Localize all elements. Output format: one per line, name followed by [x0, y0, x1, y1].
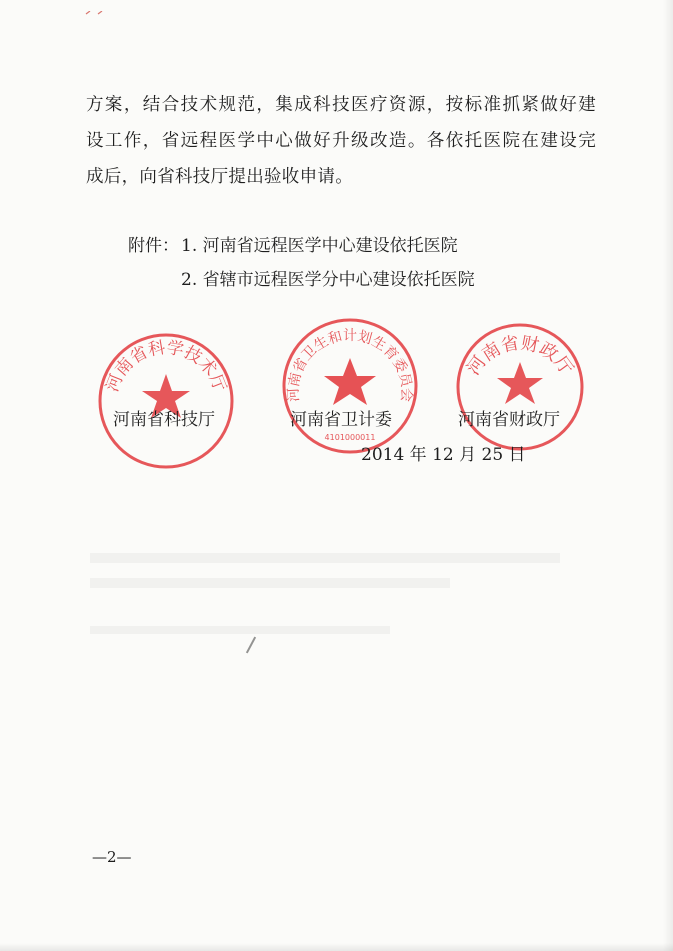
body-line: 设工作，省远程医学中心做好升级改造。各依托医院在建设完 [86, 131, 596, 151]
stamp-text: 河南省卫生和计划生育委员会 [285, 328, 415, 403]
body-line: 方案，结合技术规范，集成科技医疗资源，按标准抓紧做好建 [86, 95, 596, 115]
bleed-through-mark [90, 578, 450, 588]
scan-edge-shadow [0, 943, 673, 951]
signatory-health: 河南省卫计委 [290, 410, 392, 430]
stamp-science-tech [96, 331, 236, 471]
scan-mark [84, 0, 106, 4]
document-date: 2014 年 12 月 25 日 [361, 445, 526, 465]
stamp-text: 河南省财政厅 [463, 332, 577, 380]
body-paragraph [86, 87, 596, 195]
attachment-row-2 [128, 263, 475, 297]
attachment-row-1 [128, 229, 475, 263]
bleed-through-mark [90, 553, 560, 563]
attachment-item: 1. 河南省远程医学中心建设依托医院 [181, 236, 458, 256]
attachment-label: 附件： [128, 236, 179, 256]
bleed-through-mark [90, 626, 390, 634]
page-number: —2— [92, 848, 132, 866]
attachment-list [128, 229, 475, 297]
stamp-text: 河南省科学技术厅 [102, 337, 230, 395]
stamp-code: 4101000011 [324, 433, 376, 442]
scan-edge-shadow [663, 0, 673, 951]
signatory-finance: 河南省财政厅 [458, 410, 560, 430]
stray-pen-mark [246, 637, 256, 654]
stamp-star-icon [324, 358, 376, 405]
stamp-star-icon [497, 362, 543, 404]
stamp-health-commission [280, 312, 420, 460]
stamp-finance [454, 321, 586, 453]
attachment-item: 2. 省辖市远程医学分中心建设依托医院 [181, 270, 475, 290]
signatory-science-tech: 河南省科技厅 [113, 410, 215, 430]
body-line: 成后，向省科技厅提出验收申请。 [86, 167, 353, 187]
